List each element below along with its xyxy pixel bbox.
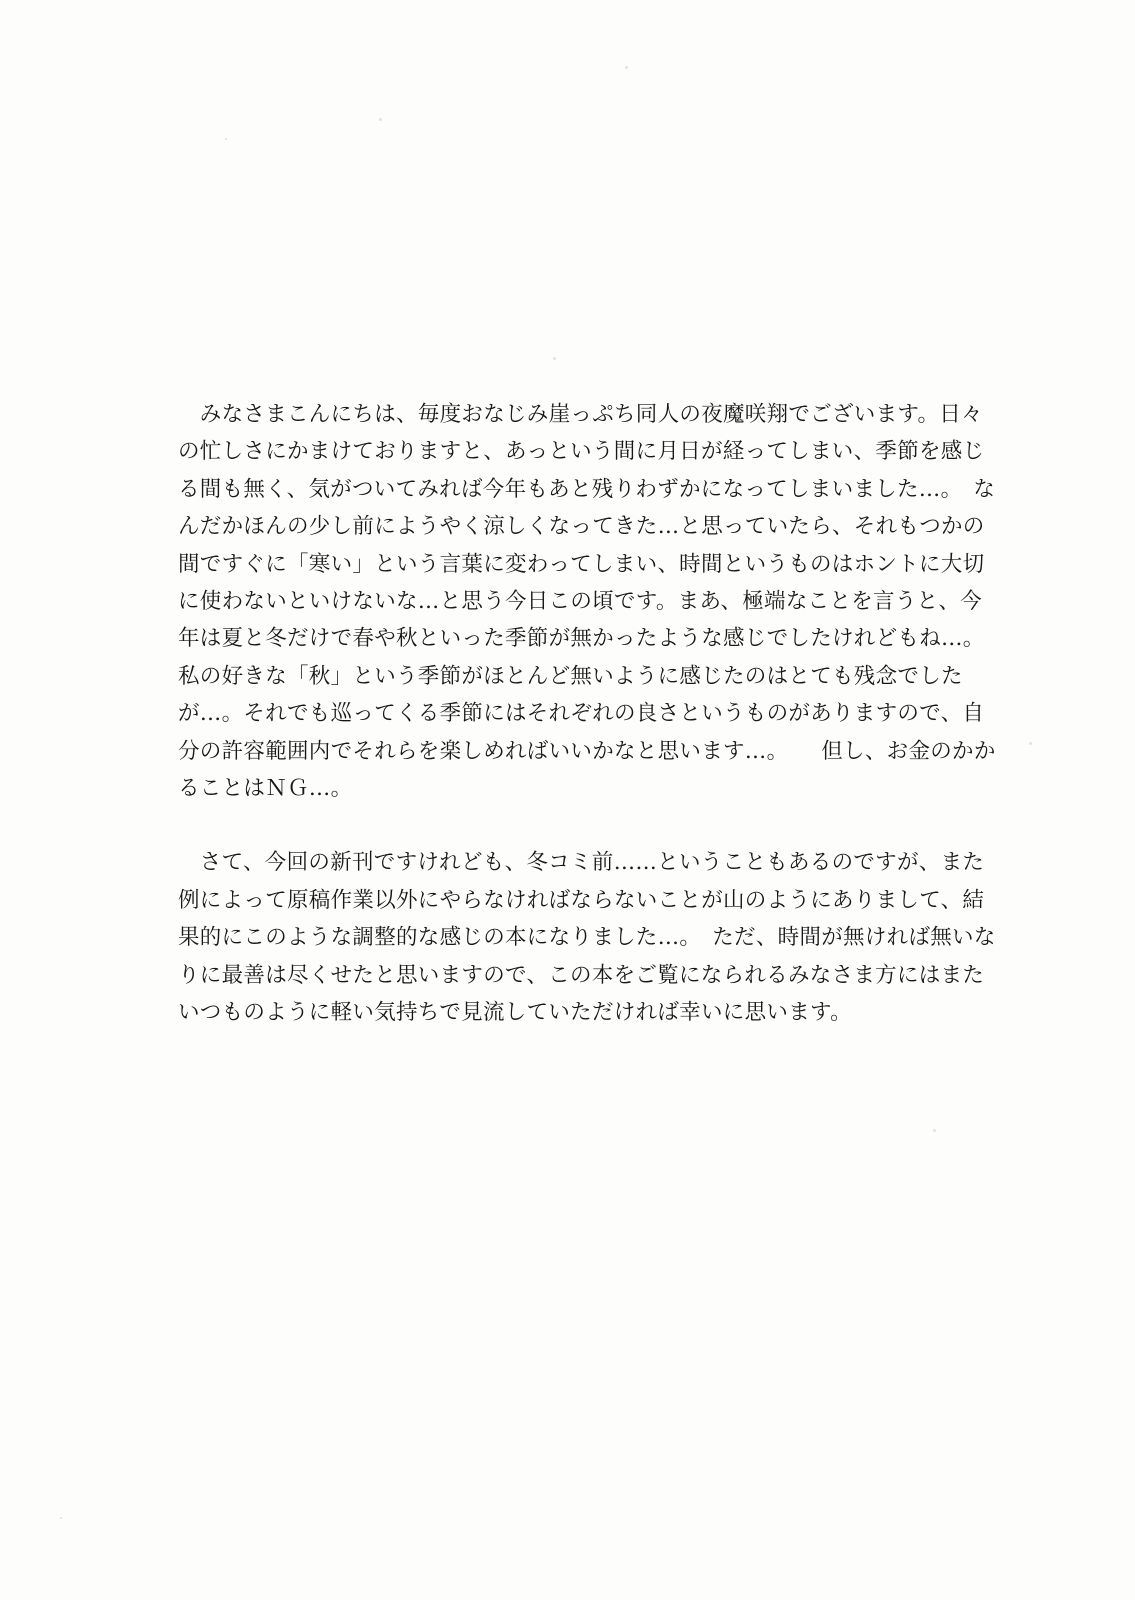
paragraph-2: さて、今回の新刊ですけれども、冬コミ前……ということもあるのですが、また例によって原稿作業以外にやらなければならないことが山のようにありまして、結果的にこのような調整的な感じの本になりました…。 ただ、時間が無ければ無いなりに最善は尽くせたと思いますので、この本をご覧になられるみなさま方にはまたいつものように軽い気持ちで見流していただければ幸いに思います。	[178, 850, 996, 1026]
scan-speck	[379, 118, 382, 121]
scan-speck	[933, 1129, 936, 1132]
scan-speck	[625, 66, 628, 69]
scan-speck	[553, 357, 556, 360]
scan-speck	[60, 1517, 62, 1519]
paragraph-1: みなさまこんにちは、毎度おなじみ崖っぷち同人の夜魔咲翔でございます。日々の忙しさにかまけておりますと、あっという間に月日が経ってしまい、季節を感じる間も無く、気がついてみれば今年もあと残りわずかになってしまいました…。 なんだかほんの少し前にようやく涼しくなってきた…と思っていたら、それもつかの間ですぐに「寒い」という言葉に変わってしまい、時間というものはホントに大切に使わないといけないな…と思う今日この頃です。まあ、極端なことを言うと、今年は夏と冬だけで春や秋といった季節が無かったような感じでしたけれどもね…。私の好きな「秋」という季節がほとんど無いように感じたのはとても残念でしたが…。それでも巡ってくる季節にはそれぞれの良さというものがありますので、自分の許容範囲内でそれらを楽しめればいいかなと思います…。 但し、お金のかかることはＮＧ…。	[178, 402, 996, 802]
afterword-text-block	[178, 396, 998, 1032]
scan-speck	[1029, 742, 1032, 745]
scan-speck	[225, 138, 227, 140]
